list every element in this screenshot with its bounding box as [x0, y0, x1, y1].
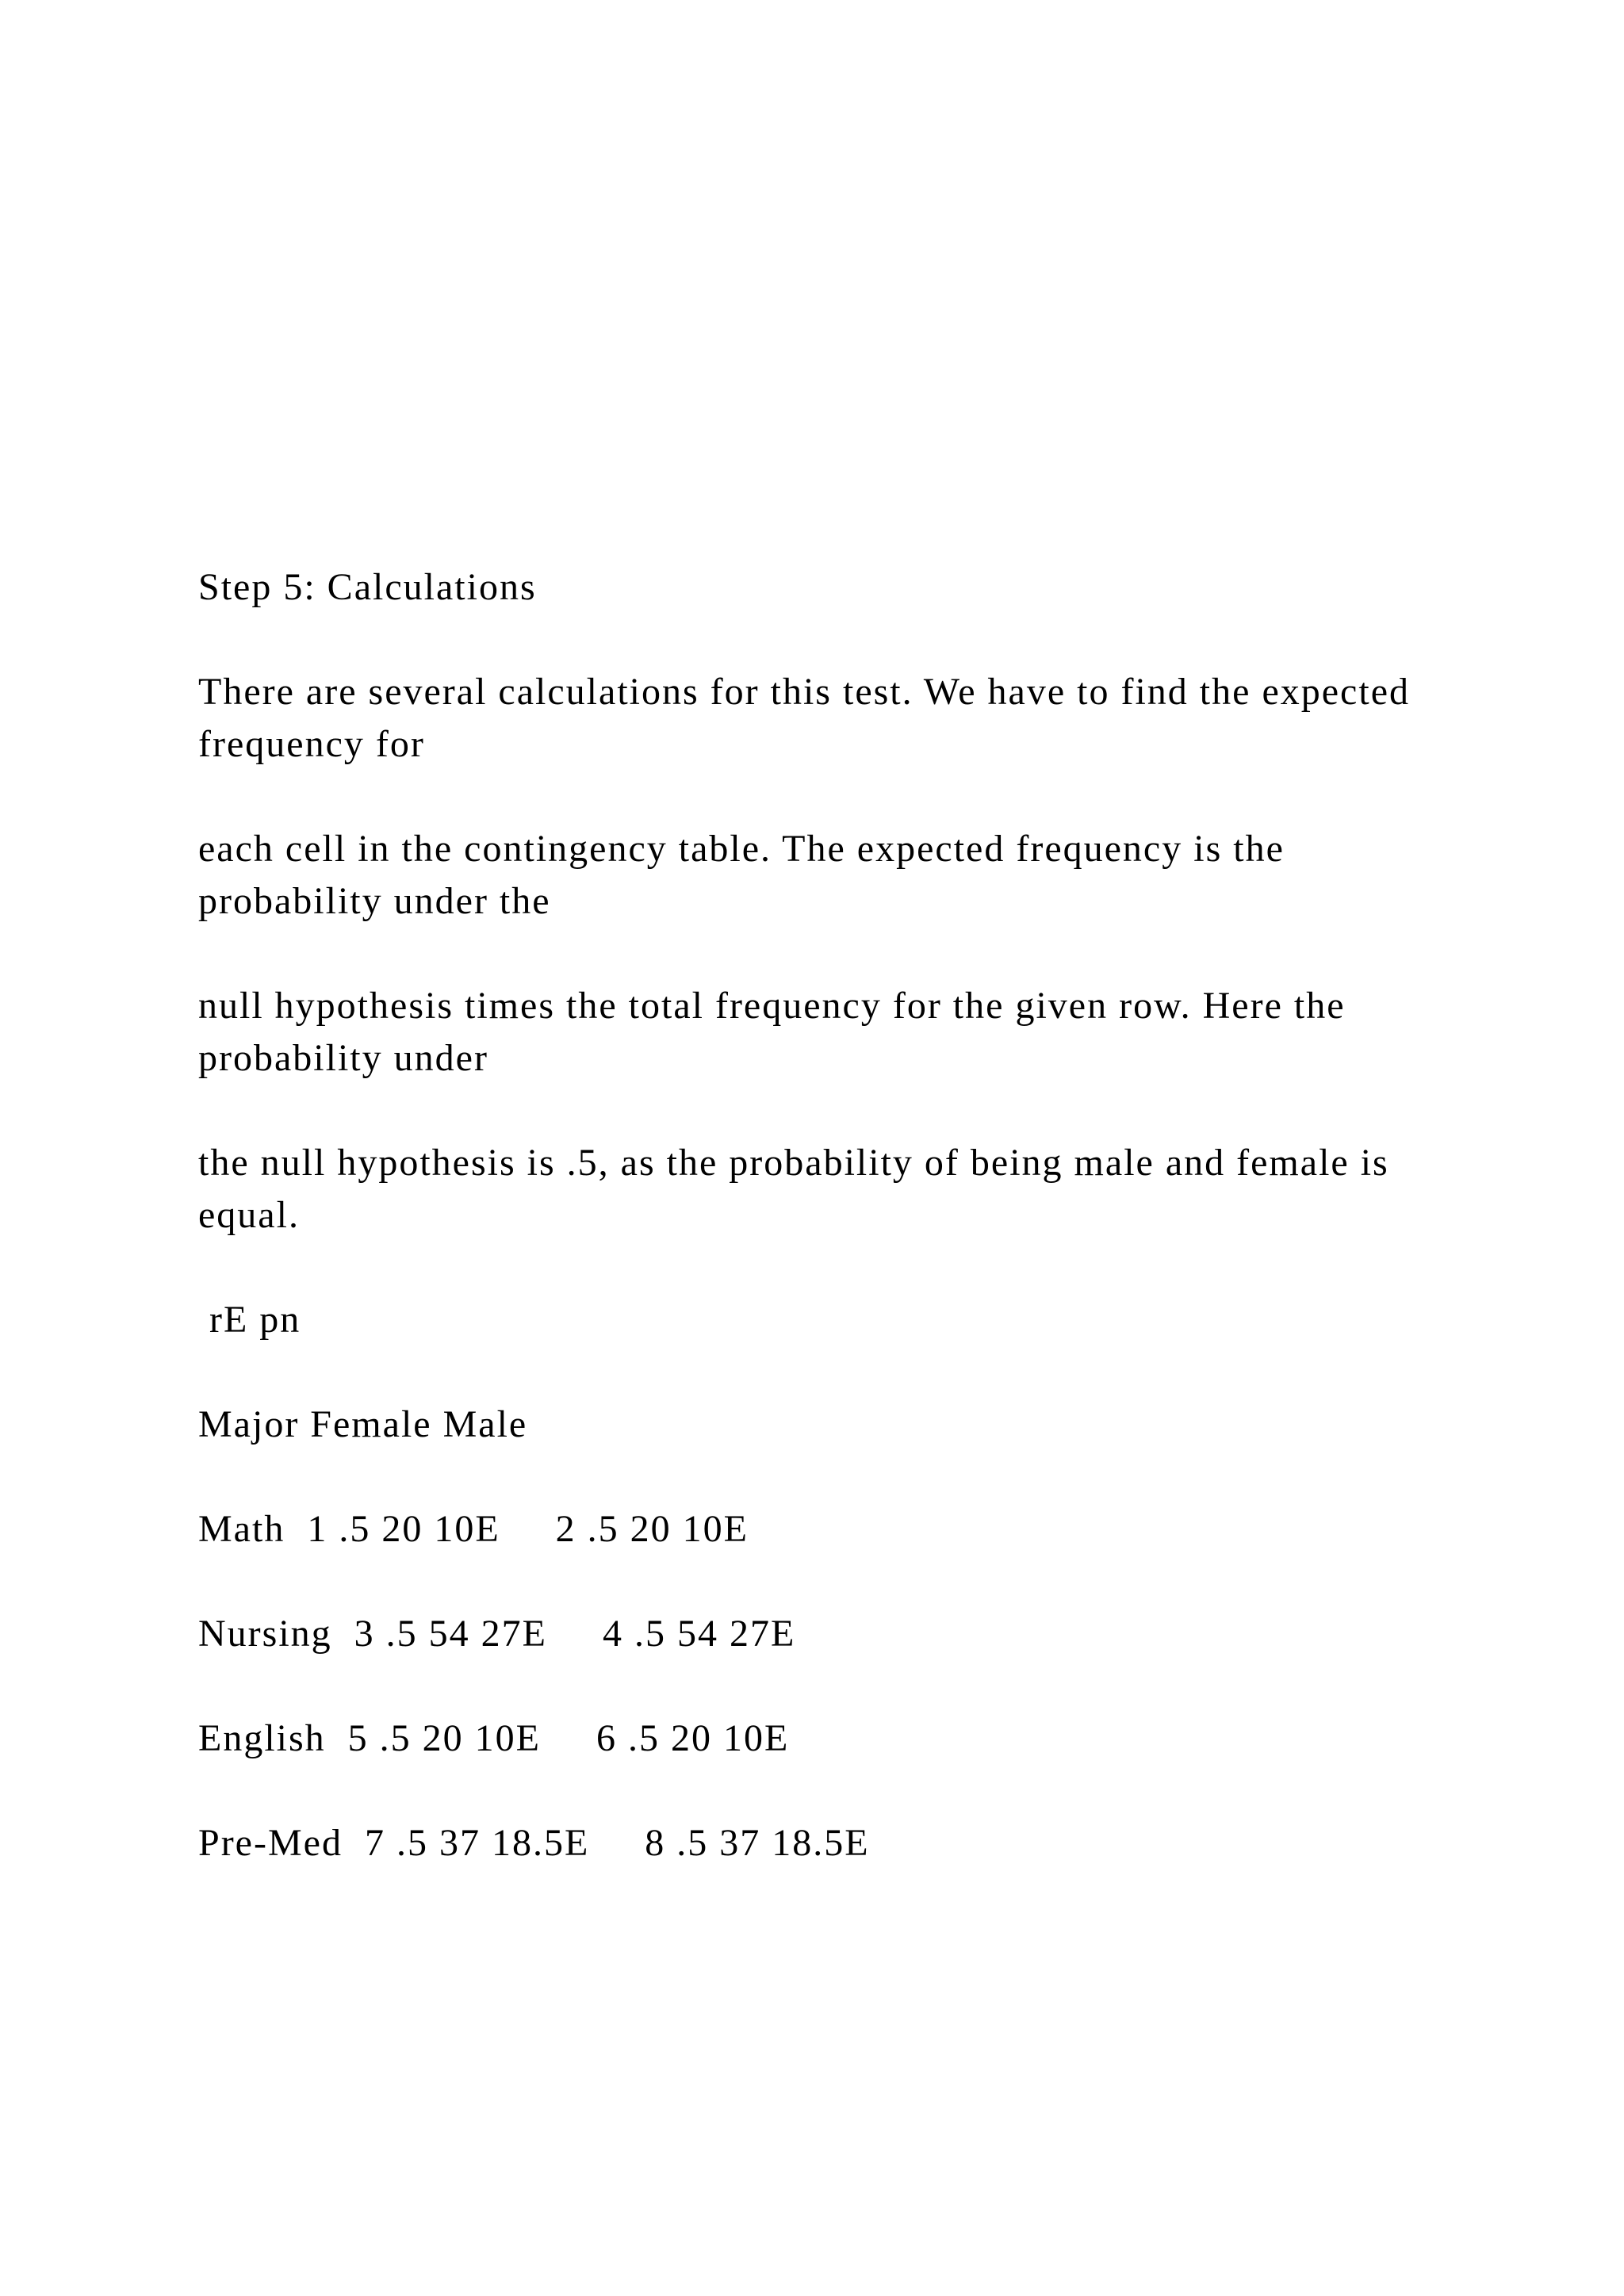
- table-row-english: English 5 .5 20 10E 6 .5 20 10E: [198, 1717, 812, 1759]
- paragraph-1: There are several calculations for this test. We have to find the expected frequency for: [198, 671, 1421, 765]
- paragraph-2: each cell in the contingency table. The expected frequency is the probability under the: [198, 828, 1296, 922]
- paragraph-4: the null hypothesis is .5, as the probability of being male and female is equal.: [198, 1142, 1400, 1236]
- formula-line: rE pn: [198, 1299, 301, 1341]
- table-row-pre-med: Pre-Med 7 .5 37 18.5E 8 .5 37 18.5E: [198, 1822, 892, 1864]
- section-heading: Step 5: Calculations: [198, 566, 537, 608]
- paragraph-3: null hypothesis times the total frequency for the given row. Here the probability under: [198, 985, 1357, 1079]
- symbol-line-2: [198, 352, 1435, 404]
- table-row-math: Math 1 .5 20 10E 2 .5 20 10E: [198, 1508, 771, 1550]
- table-row-nursing: Nursing 3 .5 54 27E 4 .5 54 27E: [198, 1613, 818, 1655]
- table-header-row: Major Female Male: [198, 1403, 528, 1445]
